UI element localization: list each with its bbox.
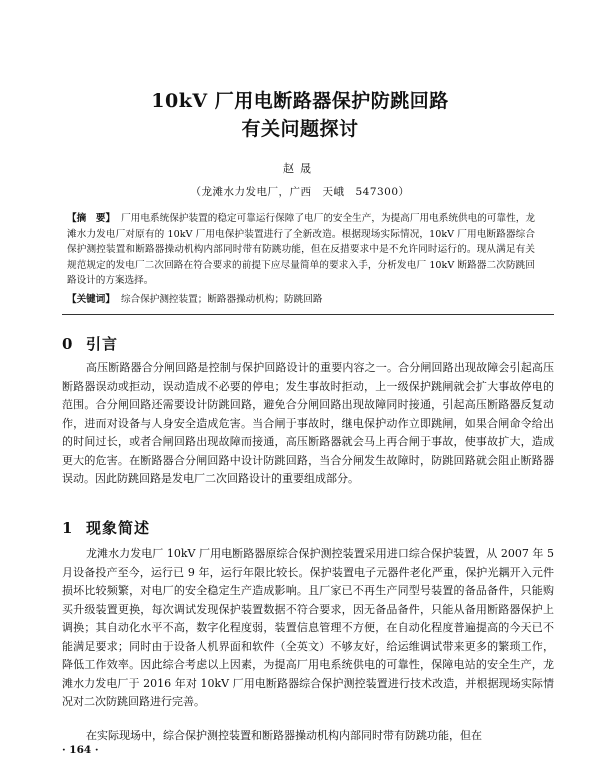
paper-title-line-2: 有关问题探讨 <box>241 118 359 140</box>
section-0-title: 引言 <box>86 335 119 353</box>
author-name: 赵晟 <box>283 162 317 175</box>
abstract-divider <box>62 314 554 315</box>
section-1-continued-paragraph: 在实际现场中，综合保护测控装置和断路器操动机构内部同时带有防跳功能，但在 <box>86 729 482 742</box>
page-number: · 164 · <box>62 744 99 756</box>
paper-title-line-1: 10kV 厂用电断路器保护防跳回路 <box>151 90 449 112</box>
section-1-title: 现象简述 <box>86 519 151 537</box>
section-1-heading <box>62 517 150 538</box>
section-0-number: 0 <box>62 335 74 353</box>
section-0-paragraph: 高压断路器合分闸回路是控制与保护回路设计的重要内容之一。合分闸回路出现故障会引起高压断路器误动或拒动，误动造成不必要的停电；发生事故时拒动，上一级保护跳闸就会扩大事故停电的范围。合分闸回路还需要设计防跳回路，避免合分闸回路出现故障同时接通，引起高压断路器反复动作，进而对设备与人身安全造成危害。当合闸于事故时，继电保护动作立即跳闸，如果合闸命令给出的时间过长，或者合闸回路出现故障而接通，高压断路器就会马上再合闸于事故，使事故扩大，造成更大的危害。在断路器合分闸回路中设计防跳回路，当合分闸发生故障时，防跳回路就会阻止断路器误动。因此防跳回路是发电厂二次回路设计的重要组成部分。 <box>62 361 554 485</box>
abstract-block <box>67 211 535 289</box>
abstract-text: 厂用电系统保护装置的稳定可靠运行保障了电厂的安全生产，为提高厂用电系统供电的可靠性，龙滩水力发电厂对原有的 10kV 厂用电保护装置进行了全新改造。根据现场实际情况，10kV 厂用电断路器综合保护测控装置和断路器操动机构内部同时带有防跳功能，但在反措要求中是不允许同时运行的。现从满足有关规范规定的发电厂二次回路在符合要求的前提下应尽量简单的要求入手，分析发电厂 10kV 断路器二次防跳回路设计的方案选择。 <box>67 213 536 287</box>
section-1-number: 1 <box>62 519 74 537</box>
section-0-heading <box>62 333 118 354</box>
author-affiliation: （龙滩水力发电厂，广西 天峨 547300） <box>190 186 410 198</box>
section-1-paragraph: 龙滩水力发电厂 10kV 厂用电断路器原综合保护测控装置采用进口综合保护装置，从 2007 年 5 月设备投产至今，运行已 9 年，运行年限比较长。保护装置电子元器件老化严重，保护光耦开入元件损坏比较频繁，对电厂的安全稳定生产造成影响。且厂家已不再生产同型号装置的备品备件，只能购买升级装置更换，每次调试发现保护装置数据不符合要求，因无备品备件，只能从备用断路器保护上调换；其自动化水平不高，数字化程度弱，装置信息管理不方便，在自动化程度普遍提高的今天已不能满足要求；同时由于设备人机界面和软件（全英文）不够友好，给运维调试带来更多的繁琐工作，降低工作效率。因此综合考虑以上因素，为提高厂用电系统供电的可靠性，保障电站的安全生产，龙滩水力发电厂于 2016 年对 10kV 厂用电断路器综合保护测控装置进行技术改造，并根据现场实际情况对二次防跳回路进行完善。 <box>62 547 554 708</box>
keywords-block <box>67 292 535 307</box>
keywords-text: 综合保护测控装置；断路器操动机构；防跳回路 <box>120 294 323 305</box>
keywords-label: 【关键词】 <box>67 294 115 305</box>
abstract-label: 【摘 要】 <box>67 213 116 224</box>
